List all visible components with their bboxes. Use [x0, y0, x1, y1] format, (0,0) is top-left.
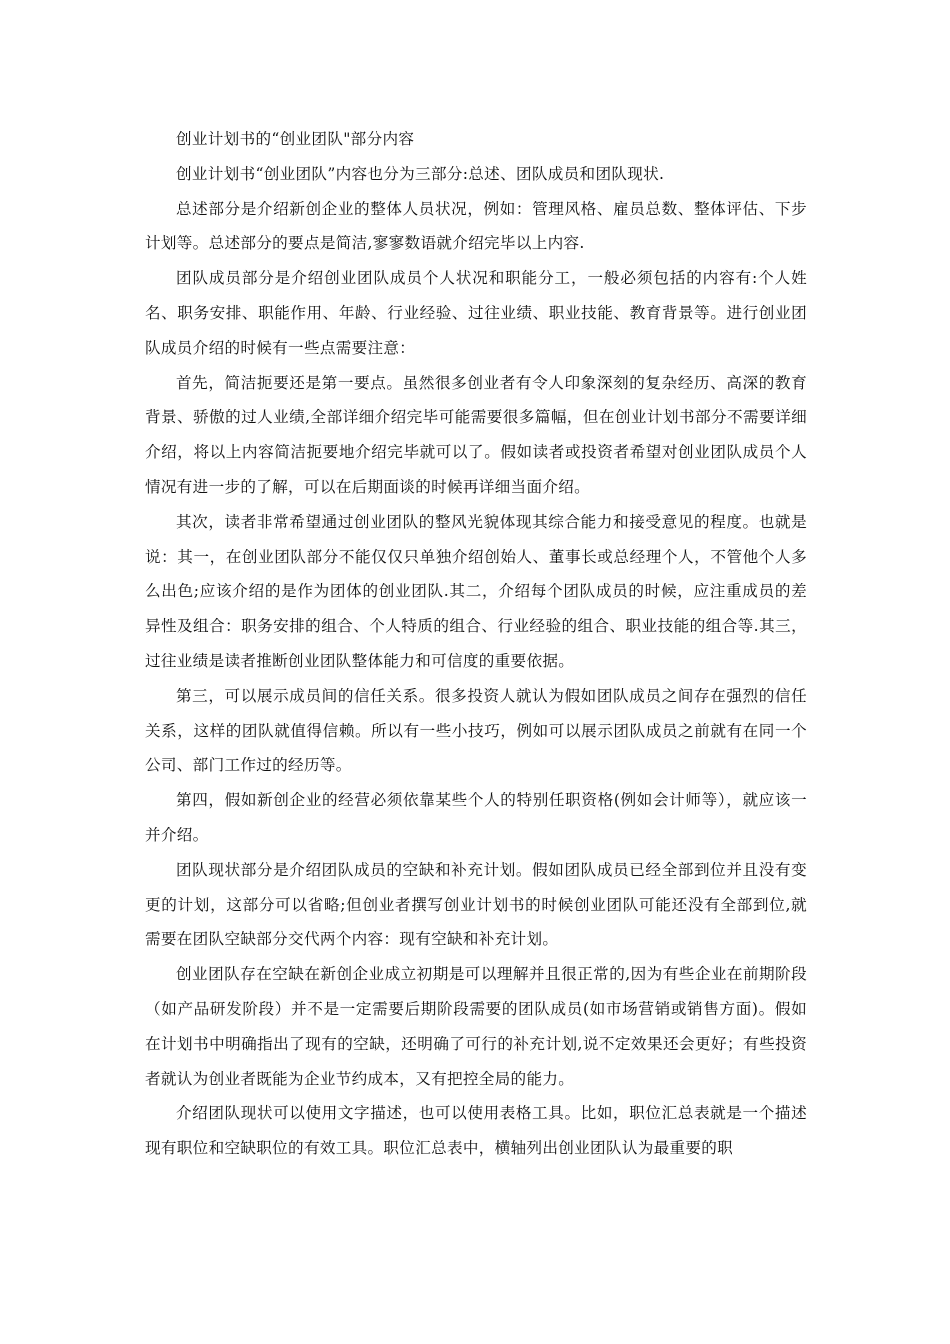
- paragraph-vacancies: 创业团队存在空缺在新创企业成立初期是可以理解并且很正常的,因为有些企业在前期阶段（如产品研发阶段）并不是一定需要后期阶段需要的团队成员(如市场营销或销售方面)。假如在计划书中明确指出了现有的空缺，还明确了可行的补充计划,说不定效果还会更好；有些投资者就认为创业者既能为企业节约成本，又有把控全局的能力。: [145, 965, 807, 1088]
- paragraph-table-tools: 介绍团队现状可以使用文字描述，也可以使用表格工具。比如，职位汇总表就是一个描述现有职位和空缺职位的有效工具。职位汇总表中，横轴列出创业团队认为最重要的职: [145, 1104, 807, 1158]
- paragraph-third-point: 第三，可以展示成员间的信任关系。很多投资人就认为假如团队成员之间存在强烈的信任关系，这样的团队就值得信赖。所以有一些小技巧，例如可以展示团队成员之前就有在同一个公司、部门工作过的经历等。: [145, 686, 807, 775]
- paragraph-first-point: 首先，简洁扼要还是第一要点。虽然很多创业者有令人印象深刻的复杂经历、高深的教育背景、骄傲的过人业绩,全部详细介绍完毕可能需要很多篇幅，但在创业计划书部分不需要详细介绍，将以上内容简洁扼要地介绍完毕就可以了。假如读者或投资者希望对创业团队成员个人情况有进一步的了解，可以在后期面谈的时候再详细当面介绍。: [145, 373, 807, 496]
- paragraph-team-status: 团队现状部分是介绍团队成员的空缺和补充计划。假如团队成员已经全部到位并且没有变更的计划，这部分可以省略;但创业者撰写创业计划书的时候创业团队可能还没有全部到位,就需要在团队空缺部分交代两个内容：现有空缺和补充计划。: [145, 860, 807, 949]
- paragraph-summary-section: 总述部分是介绍新创企业的整体人员状况，例如：管理风格、雇员总数、整体评估、下步计划等。总述部分的要点是简洁,寥寥数语就介绍完毕以上内容.: [145, 199, 807, 253]
- paragraph-fourth-point: 第四，假如新创企业的经营必须依靠某些个人的特别任职资格(例如会计师等），就应该一并介绍。: [145, 791, 807, 844]
- document-title: 创业计划书的“创业团队"部分内容: [176, 130, 415, 148]
- paragraph-second-point: 其次，读者非常希望通过创业团队的整风光貌体现其综合能力和接受意见的程度。也就是说：其一，在创业团队部分不能仅仅只单独介绍创始人、董事长或总经理个人，不管他个人多么出色;应该介绍的是作为团体的创业团队.其二，介绍每个团队成员的时候，应注重成员的差异性及组合：职务安排的组合、个人特质的组合、行业经验的组合、职业技能的组合等.其三，过往业绩是读者推断创业团队整体能力和可信度的重要依据。: [145, 512, 807, 670]
- paragraph-team-members: 团队成员部分是介绍创业团队成员个人状况和职能分工，一般必须包括的内容有:个人姓名、职务安排、职能作用、年龄、行业经验、过往业绩、职业技能、教育背景等。进行创业团队成员介绍的时候有一些点需要注意：: [145, 269, 807, 357]
- paragraph-overview-intro: 创业计划书“创业团队”内容也分为三部分:总述、团队成员和团队现状.: [176, 164, 665, 183]
- document-body: [145, 122, 807, 1166]
